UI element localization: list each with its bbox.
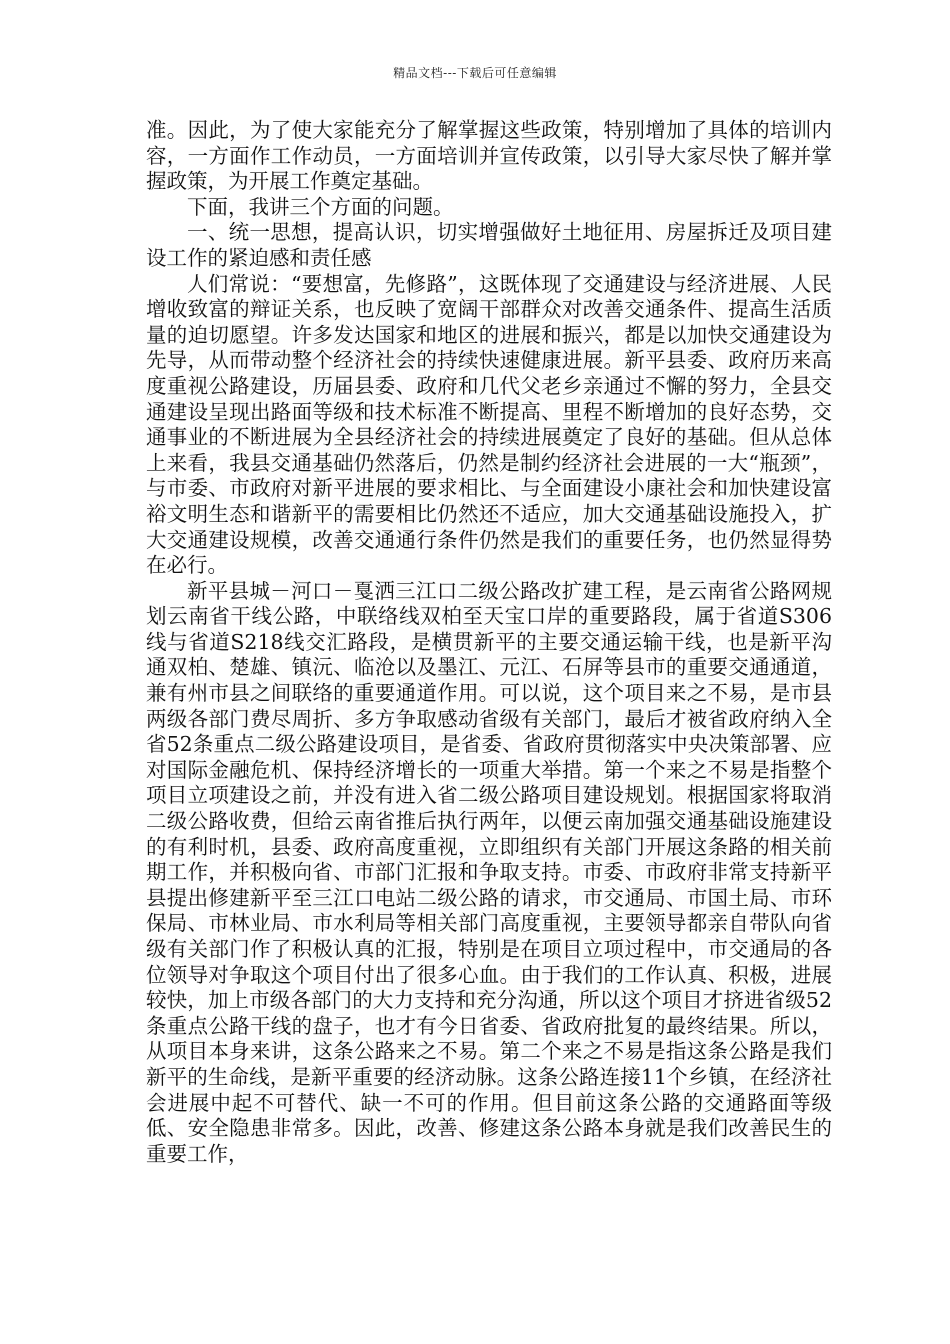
paragraph-intro: 下面，我讲三个方面的问题。	[187, 194, 454, 219]
paragraph-body: 人们常说：“要想富，先修路”，这既体现了交通建设与经济进展、人民增收致富的辩证关系，也反映了宽阔干部群众对改善交通条件、提高生活质量的迫切愿望。许多发达国家和地区的进展和振兴，都是以加快交通建设为先导，从而带动整个经济社会的持续快速健康进展。新平县委、政府历来高度重视公路建设，历届县委、政府和几代父老乡亲通过不懈的努力，全县交通建设呈现出路面等级和技术标准不断提高、里程不断增加的良好态势，交通事业的不断进展为全县经济社会的持续进展奠定了良好的基础。但从总体上来看，我县交通基础仍然落后，仍然是制约经济社会进展的一大“瓶颈”，与市委、市政府对新平进展的要求相比、与全面建设小康社会和加快建设富裕文明生态和谐新平的需要相比仍然还不适应，加大交通基础设施投入，扩大交通建设规模，改善交通通行条件仍然是我们的重要任务，也仍然显得势在必行。	[146, 271, 832, 578]
paragraph-body: 新平县城－河口－戛洒三江口二级公路改扩建工程，是云南省公路网规划云南省干线公路，中联络线双柏至天宝口岸的重要路段，属于省道S306线与省道S218线交汇路段，是横贯新平的主要交通运输干线，也是新平沟通双柏、楚雄、镇沅、临沧以及墨江、元江、石屏等县市的重要交通通道，兼有州市县之间联络的重要通道作用。可以说，这个项目来之不易，是市县两级各部门费尽周折、多方争取感动省级有关部门，最后才被省政府纳入全省52条重点二级公路建设项目，是省委、省政府贯彻落实中央决策部署、应对国际金融危机、保持经济增长的一项重大举措。第一个来之不易是指整个项目立项建设之前，并没有进入省二级公路项目建设规划。根据国家将取消二级公路收费，但给云南省推后执行两年，以便云南加强交通基础设施建设的有利时机，县委、政府高度重视，立即组织有关部门开展这条路的相关前期工作，并积极向省、市部门汇报和争取支持。市委、市政府非常支持新平县提出修建新平至三江口电站二级公路的请求，市交通局、市国土局、市环保局、市林业局、市水利局等相关部门高度重视，主要领导都亲自带队向省级有关部门作了积极认真的汇报，特别是在项目立项过程中，市交通局的各位领导对争取这个项目付出了很多心血。由于我们的工作认真、积极，进展较快，加上市级各部门的大力支持和充分沟通，所以这个项目才挤进省级52条重点公路干线的盘子，也才有今日省委、省政府批复的最终结果。所以，从项目本身来讲，这条公路来之不易。第二个来之不易是指这条公路是我们新平的生命线，是新平重要的经济动脉。这条公路连接11个乡镇，在经济社会进展中起不可替代、缺一不可的作用。但目前这条公路的交通路面等级低、安全隐患非常多。因此，改善、修建这条公路本身就是我们改善民生的重要工作，	[146, 578, 832, 1166]
section-heading: 一、统一思想，提高认识，切实增强做好土地征用、房屋拆迁及项目建设工作的紧迫感和责任感	[146, 220, 832, 270]
page-header: 精品文档---下载后可任意编辑	[393, 66, 557, 80]
document-body	[146, 118, 832, 1167]
paragraph-continuation: 准。因此，为了使大家能充分了解掌握这些政策，特别增加了具体的培训内容，一方面作工作动员，一方面培训并宣传政策，以引导大家尽快了解并掌握政策，为开展工作奠定基础。	[146, 118, 832, 194]
